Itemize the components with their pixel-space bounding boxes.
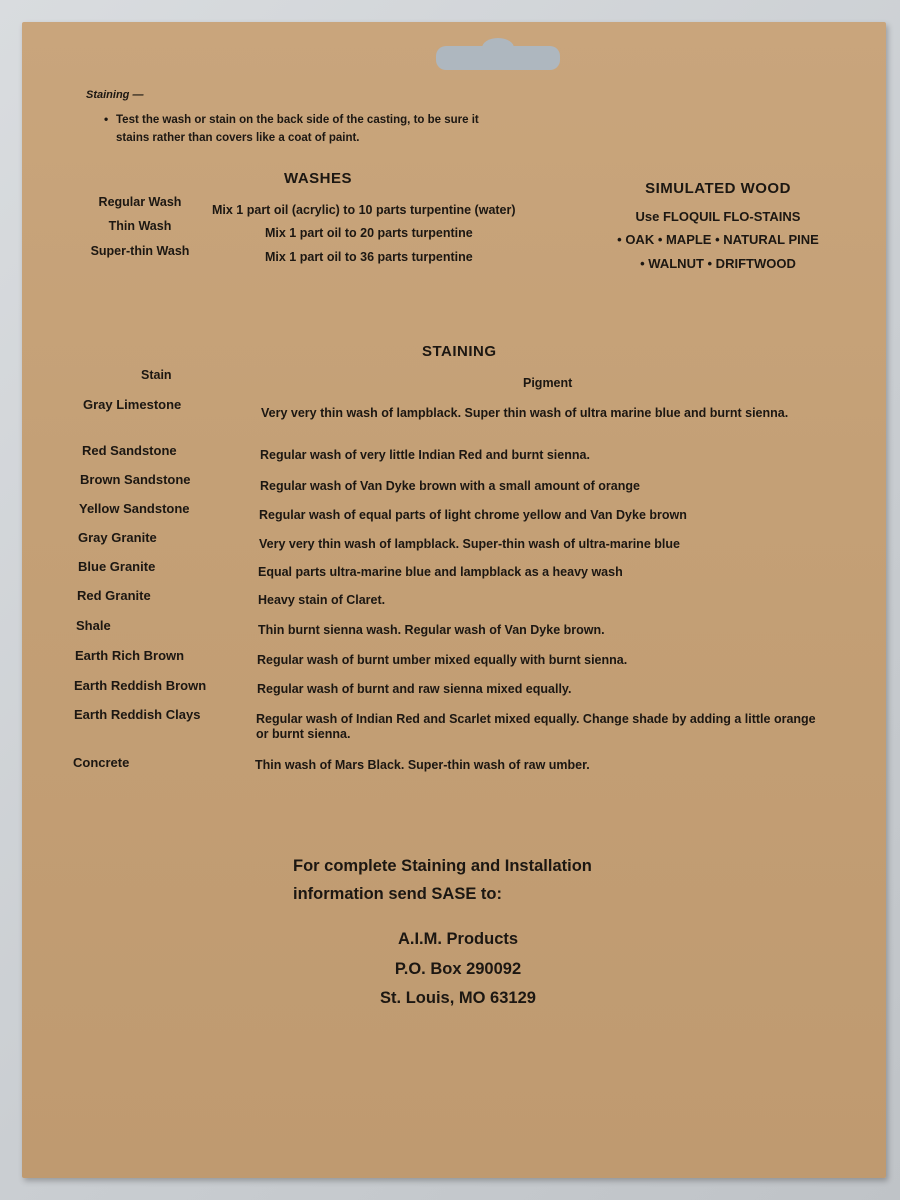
wash-name: Regular Wash (98, 195, 182, 209)
pigment-desc: Regular wash of equal parts of light chrome yellow and Van Dyke brown (259, 508, 687, 522)
hang-hole (436, 46, 560, 70)
po-box: P.O. Box 290092 (394, 960, 522, 978)
column-header-pigment: Pigment (523, 376, 573, 390)
pigment-desc: Regular wash of burnt and raw sienna mixed equally. (257, 682, 572, 696)
simulated-wood-line3: • WALNUT • DRIFTWOOD (640, 256, 796, 271)
intro-text-line1: Test the wash or stain on the back side of the casting, to be sure it (116, 114, 479, 126)
stain-name: Shale (76, 618, 111, 633)
pigment-desc: Very very thin wash of lampblack. Super-thin wash of ultra-marine blue (259, 537, 680, 551)
stain-name: Gray Granite (78, 530, 157, 545)
pigment-desc: Thin burnt sienna wash. Regular wash of Van Dyke brown. (258, 623, 605, 637)
intro-text-line2: stains rather than covers like a coat of paint. (116, 132, 360, 144)
staining-title: STAINING (422, 343, 497, 360)
pigment-desc: Heavy stain of Claret. (258, 593, 386, 607)
washes-title: WASHES (284, 170, 353, 187)
stain-name: Earth Reddish Brown (74, 678, 207, 693)
simulated-wood-line2: • OAK • MAPLE • NATURAL PINE (617, 232, 819, 247)
stain-name: Gray Limestone (83, 397, 182, 412)
intro-heading: Staining — (86, 89, 144, 101)
contact-line2: information send SASE to: (293, 885, 503, 903)
stain-name: Brown Sandstone (80, 472, 191, 487)
company-name: A.I.M. Products (397, 930, 519, 948)
stain-name: Yellow Sandstone (79, 501, 190, 516)
pigment-desc: Equal parts ultra-marine blue and lampblack as a heavy wash (258, 565, 623, 579)
wash-desc: Mix 1 part oil to 36 parts turpentine (265, 250, 473, 264)
contact-line1: For complete Staining and Installation (293, 857, 592, 875)
simulated-wood-title: SIMULATED WOOD (645, 180, 791, 197)
pigment-desc: Very very thin wash of lampblack. Super thin wash of ultra marine blue and burnt sienna. (261, 406, 789, 420)
stain-name: Earth Rich Brown (75, 648, 185, 663)
wash-name: Thin Wash (108, 219, 172, 233)
wash-desc: Mix 1 part oil (acrylic) to 10 parts turpentine (water) (212, 203, 516, 217)
pigment-desc: Regular wash of burnt umber mixed equally with burnt sienna. (257, 653, 628, 667)
simulated-wood-line1: Use FLOQUIL FLO-STAINS (635, 209, 801, 224)
pigment-desc: Regular wash of Van Dyke brown with a small amount of orange (260, 479, 640, 493)
stain-name: Earth Reddish Clays (74, 707, 201, 722)
stain-name: Red Granite (77, 588, 151, 603)
city-state-zip: St. Louis, MO 63129 (380, 989, 536, 1007)
wash-name: Super-thin Wash (90, 244, 190, 258)
pigment-desc: Regular wash of very little Indian Red and burnt sienna. (260, 448, 590, 462)
stain-name: Red Sandstone (82, 443, 177, 458)
wash-desc: Mix 1 part oil to 20 parts turpentine (265, 226, 473, 240)
column-header-stain: Stain (141, 368, 172, 382)
stain-name: Concrete (73, 755, 130, 770)
pigment-desc: Thin wash of Mars Black. Super-thin wash of raw umber. (255, 758, 590, 772)
stain-name: Blue Granite (78, 559, 156, 574)
pigment-desc: Regular wash of Indian Red and Scarlet mixed equally. Change shade by adding a little orange or burnt sienna. (256, 712, 816, 741)
intro-bullet: • (104, 112, 109, 126)
